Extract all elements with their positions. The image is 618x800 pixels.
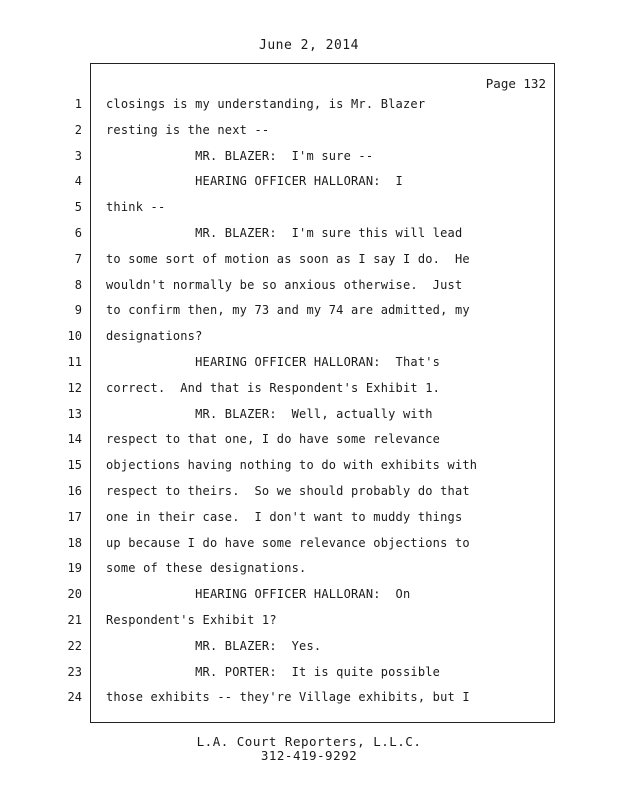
transcript-line: HEARING OFFICER HALLORAN: On <box>106 587 411 602</box>
court-reporter-phone: 312-419-9292 <box>260 748 358 763</box>
transcript-line: MR. BLAZER: Yes. <box>106 638 322 653</box>
line-number: 2 <box>74 122 82 137</box>
line-number: 23 <box>67 664 82 679</box>
line-number: 20 <box>67 587 82 602</box>
line-number: 6 <box>74 225 82 240</box>
line-number-column <box>60 92 82 711</box>
transcript-line: MR. BLAZER: Well, actually with <box>106 406 433 421</box>
line-number: 24 <box>67 690 82 705</box>
transcript-line: Respondent's Exhibit 1? <box>106 612 277 627</box>
transcript-line: MR. PORTER: It is quite possible <box>106 664 441 679</box>
line-number: 15 <box>67 458 82 473</box>
line-number: 9 <box>74 303 82 318</box>
transcript-line: HEARING OFFICER HALLORAN: That's <box>106 354 441 369</box>
line-number: 21 <box>67 612 82 627</box>
transcript-line: designations? <box>106 329 203 344</box>
transcript-line: MR. BLAZER: I'm sure -- <box>106 148 374 163</box>
line-number: 7 <box>74 251 82 266</box>
page-number: Page 132 <box>485 76 546 91</box>
line-number: 16 <box>67 483 82 498</box>
line-number: 5 <box>74 200 82 215</box>
transcript-line: one in their case. I don't want to muddy things <box>106 509 463 524</box>
transcript-line: to confirm then, my 73 and my 74 are admitted, my <box>106 303 470 318</box>
transcript-line: to some sort of motion as soon as I say I do. He <box>106 251 470 266</box>
transcript-line: HEARING OFFICER HALLORAN: I <box>106 174 403 189</box>
footer <box>0 735 618 763</box>
line-number: 1 <box>74 97 82 111</box>
line-number: 8 <box>74 277 82 292</box>
transcript-line: respect to theirs. So we should probably do that <box>106 483 470 498</box>
transcript-line: respect to that one, I do have some relevance <box>106 432 441 447</box>
line-number: 17 <box>67 509 82 524</box>
line-number: 22 <box>67 638 82 653</box>
transcript-line: up because I do have some relevance objections to <box>106 535 470 550</box>
line-number: 10 <box>67 329 82 344</box>
line-number: 12 <box>67 380 82 395</box>
transcript-line: MR. BLAZER: I'm sure this will lead <box>106 225 463 240</box>
transcript-line: wouldn't normally be so anxious otherwise. Just <box>106 277 463 292</box>
transcript-line: objections having nothing to do with exhibits with <box>106 458 478 473</box>
transcript-line: some of these designations. <box>106 561 307 576</box>
transcript-date: June 2, 2014 <box>259 38 359 53</box>
line-number: 19 <box>67 561 82 576</box>
transcript-line: closings is my understanding, is Mr. Blazer <box>106 97 426 111</box>
transcript-line: correct. And that is Respondent's Exhibit 1. <box>106 380 441 395</box>
line-number: 14 <box>67 432 82 447</box>
line-number: 18 <box>67 535 82 550</box>
transcript-line: think -- <box>106 200 166 215</box>
line-number: 3 <box>74 148 82 163</box>
line-number: 4 <box>74 174 82 189</box>
transcript-line: those exhibits -- they're Village exhibits, but I <box>106 690 470 705</box>
transcript-line: resting is the next -- <box>106 122 270 137</box>
transcript-text-column <box>106 92 546 711</box>
court-reporter-company: L.A. Court Reporters, L.L.C. <box>196 734 422 749</box>
line-number: 13 <box>67 406 82 421</box>
line-number: 11 <box>67 354 82 369</box>
